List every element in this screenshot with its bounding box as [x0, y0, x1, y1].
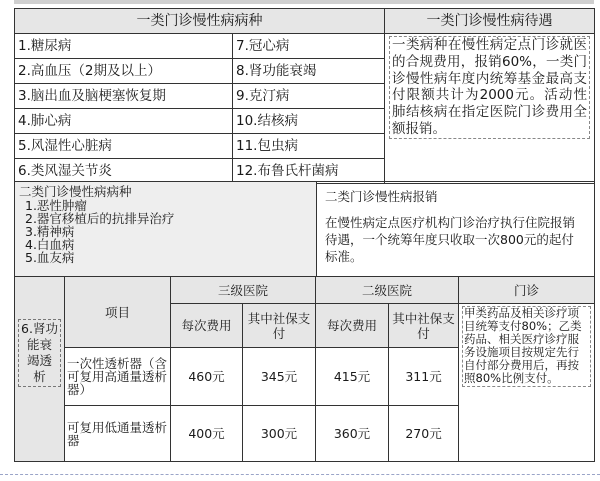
top-divider: [14, 0, 594, 4]
l2-each-value: 415元: [316, 348, 389, 406]
sub-each-header: 每次费用: [171, 304, 243, 348]
disease-cell: 2.高血压（2期及以上）: [15, 59, 233, 84]
outpatient-note-cell: [459, 304, 595, 462]
disease-cell: 3.脑出血及脑梗塞恢复期: [15, 84, 233, 109]
dialysis-side-label: 6.肾功能衰竭透析: [18, 319, 61, 387]
class2-reimb-text: 在慢性病定点医疗机构门诊治疗执行住院报销待遇，一个统筹年度只收取一次800元的起付标准。: [325, 215, 576, 264]
l3-each-value: 460元: [171, 348, 243, 406]
class2-disease-table: [14, 181, 595, 287]
class1-benefit-cell: [385, 34, 595, 184]
sub-social-header: 其中社保支付: [243, 304, 316, 348]
sub-social-header: 其中社保支付: [389, 304, 459, 348]
class2-list-title: 二类门诊慢性病病种: [19, 184, 132, 199]
class2-list-item: 2.器官移植后的抗排异治疗: [25, 211, 175, 226]
outpatient-note: 甲类药品及相关诊疗项目统筹支付80%；乙类药品、相关医疗诊疗服务设施项目按规定先行自付部分费用后，再按照80%比例支付。: [462, 306, 591, 387]
l3-social-value: 345元: [243, 348, 316, 406]
bottom-dashed-divider: [0, 474, 600, 475]
class2-list-item: 3.精神病: [25, 224, 75, 239]
disease-cell: 6.类风湿关节炎: [15, 159, 233, 184]
row-item-label: 一次性透析器（含可复用高通量透析器）: [65, 348, 171, 406]
l2-each-value: 360元: [316, 406, 389, 462]
l2-social-value: 270元: [389, 406, 459, 462]
l3-social-value: 300元: [243, 406, 316, 462]
col-outpatient-header: 门诊: [459, 277, 595, 304]
disease-cell: 10.结核病: [233, 109, 385, 134]
sub-each-header: 每次费用: [316, 304, 389, 348]
disease-cell: 4.肺心病: [15, 109, 233, 134]
class2-disease-list: [15, 182, 317, 287]
class2-list-item: 5.血友病: [25, 250, 75, 265]
disease-cell: 11.包虫病: [233, 134, 385, 159]
class1-benefit-header: 一类门诊慢性病待遇: [385, 9, 595, 34]
dialysis-side-cell: [15, 277, 65, 462]
l3-each-value: 400元: [171, 406, 243, 462]
disease-cell: 9.克汀病: [233, 84, 385, 109]
col-level3-header: 三级医院: [171, 277, 316, 304]
col-level2-header: 二级医院: [316, 277, 459, 304]
l2-social-value: 311元: [389, 348, 459, 406]
class2-reimb-title: 二类门诊慢性病报销: [325, 189, 438, 204]
class1-disease-header: 一类门诊慢性病病种: [15, 9, 385, 34]
disease-cell: 7.冠心病: [233, 34, 385, 59]
class2-list-item: 4.白血病: [25, 237, 75, 252]
class1-benefit-text: 一类病种在慢性病定点门诊就医的合规费用，报销60%，一类门诊慢性病年度内统筹基金最高支付限额共计为2000元。活动性肺结核病在指定医院门诊费用全额报销。: [389, 36, 590, 139]
disease-cell: 1.糖尿病: [15, 34, 233, 59]
disease-cell: 12.布鲁氏杆菌病: [233, 159, 385, 184]
row-item-label: 可复用低通量透析器: [65, 406, 171, 462]
col-item-header: 项目: [65, 277, 171, 348]
disease-cell: 8.肾功能衰竭: [233, 59, 385, 84]
class2-reimbursement: [317, 182, 595, 287]
class1-disease-table: [14, 8, 595, 184]
class2-list-item: 1.恶性肿瘤: [25, 198, 87, 213]
dialysis-cost-table: [14, 276, 595, 462]
disease-cell: 5.风湿性心脏病: [15, 134, 233, 159]
